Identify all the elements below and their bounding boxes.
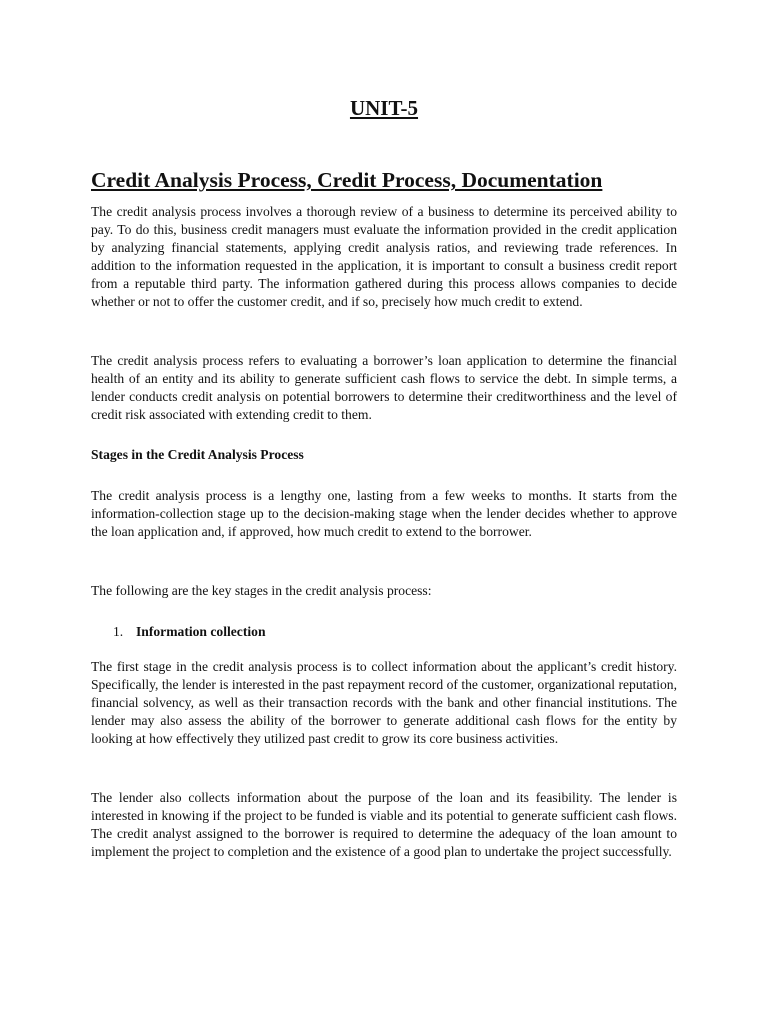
unit-title: UNIT-5: [349, 96, 419, 120]
subheading-stages: Stages in the Credit Analysis Process: [91, 447, 304, 462]
document-heading: Credit Analysis Process, Credit Process, Documentation: [91, 168, 603, 192]
paragraph-credit-analysis-overview: The credit analysis process involves a thorough review of a business to determine its perceived ability to pay. To do this, business credit managers must evaluate the information provided in the credit application by analyzing financial statements, applying credit analysis ratios, and reviewing trade references. In addition to the information requested in the application, it is important to consult a business credit report from a reputable third party. The information gathered during this process allows companies to decide whether or not to offer the customer credit, and if so, precisely how much credit to extend.: [91, 204, 677, 309]
paragraph-credit-analysis-definition: The credit analysis process refers to evaluating a borrower’s loan application to determine the financial health of an entity and its ability to generate sufficient cash flows to service the debt. In simple terms, a lender conducts credit analysis on potential borrowers to determine their creditworthiness and the level of credit risk associated with extending credit to them.: [91, 353, 677, 422]
paragraph-process-duration: The credit analysis process is a lengthy one, lasting from a few weeks to months. It starts from the information-collection stage up to the decision-making stage when the lender decides whether to approve the loan application and, if approved, how much credit to extend to the borrower.: [91, 488, 677, 539]
list-item-number: 1.: [113, 624, 124, 639]
paragraph-loan-purpose: The lender also collects information about the purpose of the loan and its feasibility. The lender is interested in knowing if the project to be funded is viable and its potential to generate sufficient cash flows. The credit analyst assigned to the borrower is required to determine the adequacy of the loan amount to implement the project to completion and the existence of a good plan to undertake the project successfully.: [91, 790, 677, 859]
list-item-information-collection: [113, 623, 266, 641]
paragraph-key-stages-intro: The following are the key stages in the credit analysis process:: [91, 583, 432, 598]
list-item-label: Information collection: [136, 624, 266, 639]
paragraph-information-collection: The first stage in the credit analysis process is to collect information about the applicant’s credit history. Specifically, the lender is interested in the past repayment record of the customer, organizational reputation, financial solvency, as well as their transaction records with the bank and other financial institutions. The lender may also assess the ability of the borrower to generate additional cash flows for the entity by looking at how effectively they utilized past credit to grow its core business activities.: [91, 659, 677, 746]
